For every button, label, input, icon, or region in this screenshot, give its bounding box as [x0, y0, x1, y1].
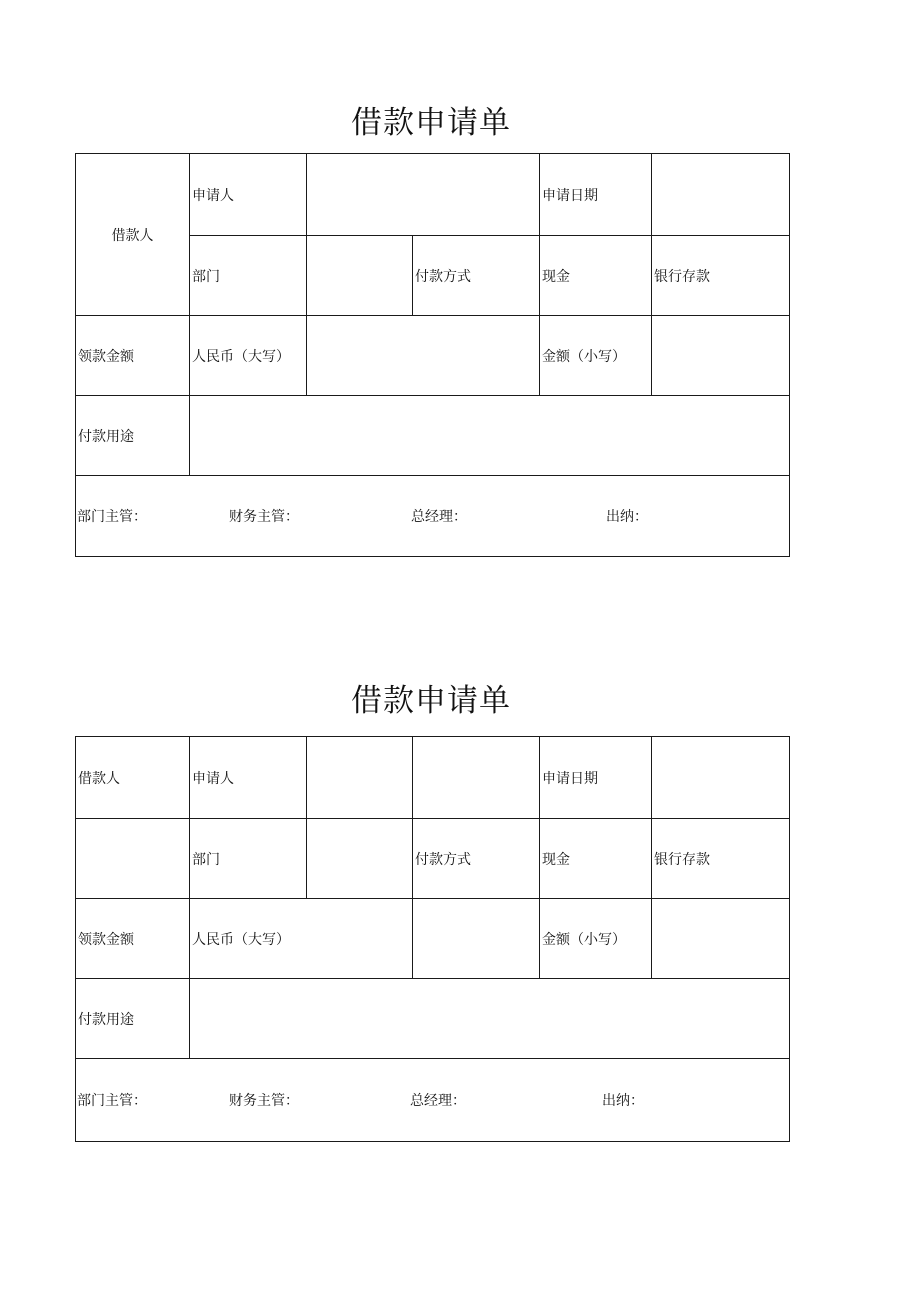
form1-cash-option[interactable]: 现金	[540, 236, 652, 316]
form2-bank-deposit-option[interactable]: 银行存款	[652, 819, 790, 899]
form2-cashier-label: 出纳：	[602, 1093, 644, 1109]
form1-department-field[interactable]	[307, 236, 413, 316]
form1-table	[75, 153, 790, 557]
form1-loan-amount-label: 领款金额	[76, 316, 190, 396]
form1-dept-supervisor-label: 部门主管：	[77, 509, 147, 525]
form2-cash-option[interactable]: 现金	[540, 819, 652, 899]
form2-loan-amount-label: 领款金额	[76, 899, 190, 979]
form1-department-label: 部门	[190, 236, 307, 316]
form1-apply-date-label: 申请日期	[540, 154, 652, 236]
form1-amount-lowercase-field[interactable]	[652, 316, 790, 396]
form1-signature-row	[76, 476, 790, 557]
form1-general-manager-label: 总经理：	[411, 509, 467, 525]
form2-table	[75, 736, 790, 1142]
form1-payment-method-label: 付款方式	[413, 236, 540, 316]
form2-title: 借款申请单	[351, 683, 511, 719]
form1-bank-deposit-option[interactable]: 银行存款	[652, 236, 790, 316]
form1-title: 借款申请单	[351, 105, 511, 141]
form2-general-manager-label: 总经理：	[410, 1093, 466, 1109]
form1-apply-date-field[interactable]	[652, 154, 790, 236]
form2-apply-date-label: 申请日期	[540, 737, 652, 819]
form2-rmb-uppercase-field[interactable]	[413, 899, 540, 979]
form2-borrower-field[interactable]	[76, 819, 190, 899]
form2-applicant-field-extra[interactable]	[413, 737, 540, 819]
form2-payment-method-label: 付款方式	[413, 819, 540, 899]
form2-applicant-label: 申请人	[190, 737, 307, 819]
form2-apply-date-field[interactable]	[652, 737, 790, 819]
form1-amount-lowercase-label: 金额（小写）	[540, 316, 652, 396]
form1-finance-supervisor-label: 财务主管：	[229, 509, 299, 525]
form2-department-label: 部门	[190, 819, 307, 899]
form2-applicant-field[interactable]	[307, 737, 413, 819]
form2-finance-supervisor-label: 财务主管：	[229, 1093, 299, 1109]
form1-applicant-field[interactable]	[307, 154, 540, 236]
form2-department-field[interactable]	[307, 819, 413, 899]
form1-applicant-label: 申请人	[190, 154, 307, 236]
form1-payment-purpose-label: 付款用途	[76, 396, 190, 476]
form1-payment-purpose-field[interactable]	[190, 396, 790, 476]
form2-dept-supervisor-label: 部门主管：	[77, 1093, 147, 1109]
form2-borrower-label: 借款人	[76, 737, 190, 819]
form2-payment-purpose-field[interactable]	[190, 979, 790, 1059]
form1-cashier-label: 出纳：	[606, 509, 648, 525]
form1-rmb-uppercase-label: 人民币（大写）	[190, 316, 307, 396]
form1-rmb-uppercase-field[interactable]	[307, 316, 540, 396]
form2-signature-row	[76, 1059, 790, 1142]
form1-borrower-label: 借款人	[76, 154, 190, 316]
form2-payment-purpose-label: 付款用途	[76, 979, 190, 1059]
form2-rmb-uppercase-label: 人民币（大写）	[190, 899, 413, 979]
form2-amount-lowercase-field[interactable]	[652, 899, 790, 979]
form2-amount-lowercase-label: 金额（小写）	[540, 899, 652, 979]
